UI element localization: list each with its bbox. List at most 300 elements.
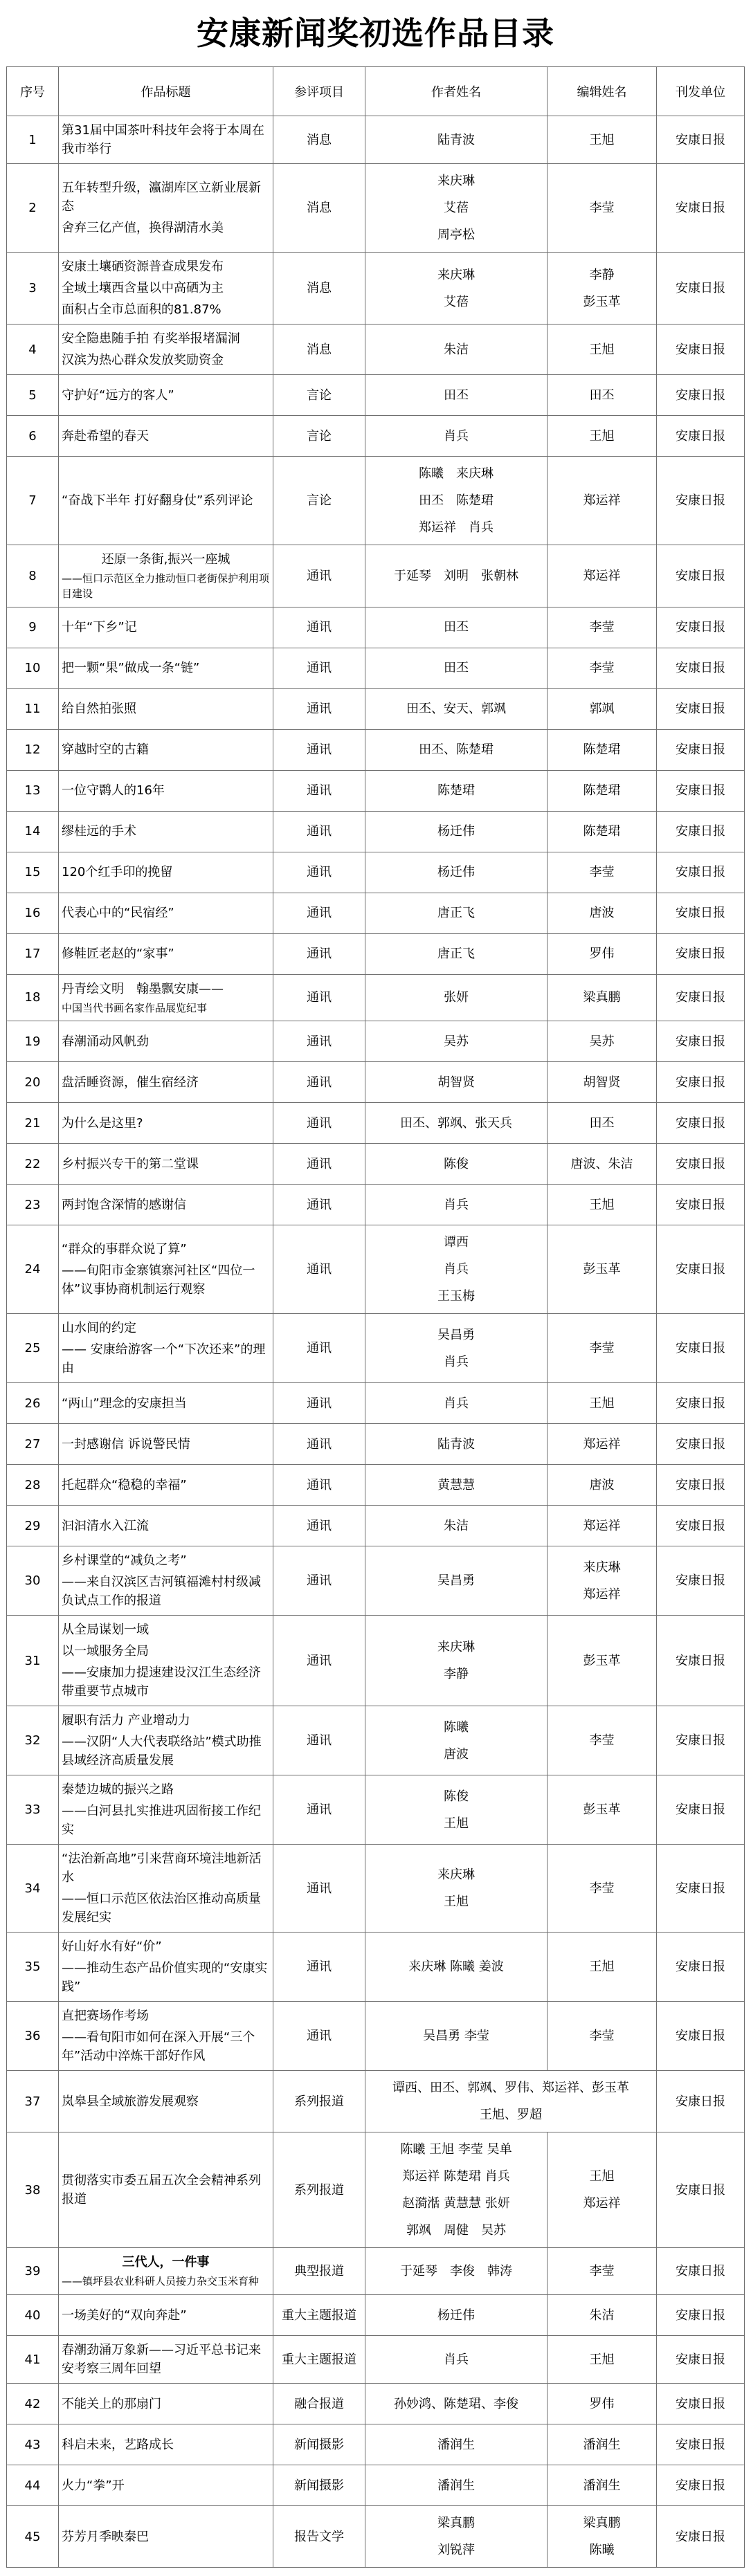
- author-names: 吴昌勇 肖兵: [365, 1314, 548, 1383]
- publisher: 安康日报: [657, 607, 745, 648]
- author-names: 陈俊: [365, 1144, 548, 1185]
- author-names: 吴苏: [365, 1021, 548, 1062]
- publisher: 安康日报: [657, 2336, 745, 2384]
- row-number: 32: [7, 1706, 59, 1775]
- work-title: 春潮涌动风帆劲: [59, 1021, 273, 1062]
- work-title: 缪桂远的手术: [59, 811, 273, 852]
- editor-names: 来庆琳 郑运祥: [548, 1546, 657, 1616]
- row-number: 37: [7, 2071, 59, 2132]
- entry-category: 通讯: [273, 1706, 365, 1775]
- author-names: 陆青波: [365, 1424, 548, 1465]
- publisher: 安康日报: [657, 1062, 745, 1103]
- publisher: 安康日报: [657, 729, 745, 770]
- work-title: 还原一条街,振兴一座城 ——恒口示范区全力推动恒口老街保护利用项目建设: [59, 545, 273, 608]
- editor-names: 陈楚珺: [548, 729, 657, 770]
- row-number: 34: [7, 1845, 59, 1933]
- table-row: [7, 2506, 745, 2568]
- row-number: 31: [7, 1616, 59, 1706]
- publisher: 安康日报: [657, 545, 745, 608]
- table-row: [7, 2295, 745, 2336]
- row-number: 24: [7, 1225, 59, 1314]
- table-row: [7, 852, 745, 893]
- work-title: 五年转型升级，瀛湖库区立新业展新态 舍弃三亿产值，换得湖清水美: [59, 164, 273, 253]
- author-names: 朱洁: [365, 1506, 548, 1546]
- table-row: [7, 1383, 745, 1424]
- table-row: [7, 2465, 745, 2506]
- publisher: 安康日报: [657, 2248, 745, 2295]
- work-title: “群众的事群众说了算” ——旬阳市金寨镇寨河社区“四位一体”议事协商机制运行观察: [59, 1225, 273, 1314]
- entry-category: 言论: [273, 457, 365, 545]
- entry-category: 报告文学: [273, 2506, 365, 2568]
- publisher: 安康日报: [657, 116, 745, 164]
- author-names: 杨迁伟: [365, 2295, 548, 2336]
- row-number: 30: [7, 1546, 59, 1616]
- author-names: 陈曦 王旭 李莹 吴单 郑运祥 陈楚珺 肖兵 赵漪湉 黄慧慧 张妍 郭飒 周健 吴苏: [365, 2132, 548, 2248]
- work-title: 贯彻落实市委五届五次全会精神系列报道: [59, 2132, 273, 2248]
- table-row: [7, 2002, 745, 2071]
- entry-category: 通讯: [273, 933, 365, 974]
- work-title: 穿越时空的古籍: [59, 729, 273, 770]
- work-title: 履职有活力 产业增动力 ——汉阴“人大代表联络站”模式助推县域经济高质量发展: [59, 1706, 273, 1775]
- editor-names: 梁真鹏: [548, 974, 657, 1021]
- publisher: 安康日报: [657, 1314, 745, 1383]
- works-table: [6, 66, 745, 2568]
- row-number: 26: [7, 1383, 59, 1424]
- editor-names: 彭玉革: [548, 1616, 657, 1706]
- editor-names: 田丕: [548, 375, 657, 416]
- header-no: 序号: [7, 67, 59, 116]
- author-names: 来庆琳 王旭: [365, 1845, 548, 1933]
- author-names: 唐正飞: [365, 893, 548, 933]
- row-number: 15: [7, 852, 59, 893]
- work-title: 两封饱含深情的感谢信: [59, 1185, 273, 1225]
- work-title: 托起群众“稳稳的幸福”: [59, 1465, 273, 1506]
- entry-category: 通讯: [273, 1845, 365, 1933]
- editor-names: 李莹: [548, 1845, 657, 1933]
- entry-category: 消息: [273, 253, 365, 325]
- row-number: 2: [7, 164, 59, 253]
- entry-category: 系列报道: [273, 2071, 365, 2132]
- row-number: 41: [7, 2336, 59, 2384]
- work-title: “奋战下半年 打好翻身仗”系列评论: [59, 457, 273, 545]
- author-names: 田丕: [365, 607, 548, 648]
- editor-names: 李莹: [548, 607, 657, 648]
- editor-names: 王旭: [548, 1383, 657, 1424]
- entry-category: 通讯: [273, 1144, 365, 1185]
- publisher: 安康日报: [657, 253, 745, 325]
- author-names: 杨迁伟: [365, 811, 548, 852]
- entry-category: 通讯: [273, 1103, 365, 1144]
- publisher: 安康日报: [657, 1383, 745, 1424]
- table-row: [7, 1845, 745, 1933]
- row-number: 33: [7, 1775, 59, 1845]
- header-row: [7, 67, 745, 116]
- document-page: [0, 8, 751, 2568]
- row-number: 36: [7, 2002, 59, 2071]
- work-title: 芬芳月季映秦巴: [59, 2506, 273, 2568]
- publisher: 安康日报: [657, 648, 745, 688]
- table-row: [7, 1021, 745, 1062]
- publisher: 安康日报: [657, 1775, 745, 1845]
- row-number: 7: [7, 457, 59, 545]
- editor-names: 李莹: [548, 2002, 657, 2071]
- publisher: 安康日报: [657, 2071, 745, 2132]
- publisher: 安康日报: [657, 375, 745, 416]
- work-title: 一位守鹮人的16年: [59, 770, 273, 811]
- author-names: 张妍: [365, 974, 548, 1021]
- editor-names: 李莹: [548, 164, 657, 253]
- publisher: 安康日报: [657, 1103, 745, 1144]
- work-title: 安康土壤硒资源普查成果发布 全域土壤西含量以中高硒为主 面积占全市总面积的81.87%: [59, 253, 273, 325]
- author-names: 谭西 肖兵 王玉梅: [365, 1225, 548, 1314]
- author-names: 吴昌勇: [365, 1546, 548, 1616]
- publisher: 安康日报: [657, 933, 745, 974]
- table-row: [7, 2424, 745, 2465]
- publisher: 安康日报: [657, 325, 745, 375]
- author-names: 陈俊 王旭: [365, 1775, 548, 1845]
- table-row: [7, 1103, 745, 1144]
- row-number: 28: [7, 1465, 59, 1506]
- author-names: 肖兵: [365, 416, 548, 457]
- work-title: 火力“拳”开: [59, 2465, 273, 2506]
- work-title: 一封感谢信 诉说警民情: [59, 1424, 273, 1465]
- entry-category: 通讯: [273, 1314, 365, 1383]
- editor-names: 郑运祥: [548, 457, 657, 545]
- row-number: 6: [7, 416, 59, 457]
- editor-names: 郭飒: [548, 688, 657, 729]
- work-title: 修鞋匠老赵的“家事”: [59, 933, 273, 974]
- author-names: 来庆琳 李静: [365, 1616, 548, 1706]
- row-number: 9: [7, 607, 59, 648]
- author-names: 杨迁伟: [365, 852, 548, 893]
- row-number: 16: [7, 893, 59, 933]
- publisher: 安康日报: [657, 2295, 745, 2336]
- row-number: 23: [7, 1185, 59, 1225]
- table-row: [7, 1225, 745, 1314]
- work-title: 为什么是这里?: [59, 1103, 273, 1144]
- entry-category: 通讯: [273, 688, 365, 729]
- work-title: 直把赛场作考场 ——看旬阳市如何在深入开展“三个年”活动中淬炼干部好作风: [59, 2002, 273, 2071]
- work-title: 一场美好的“双向奔赴”: [59, 2295, 273, 2336]
- publisher: 安康日报: [657, 974, 745, 1021]
- work-title: 守护好“远方的客人”: [59, 375, 273, 416]
- row-number: 39: [7, 2248, 59, 2295]
- table-row: [7, 1144, 745, 1185]
- editor-names: 王旭: [548, 1185, 657, 1225]
- publisher: 安康日报: [657, 2465, 745, 2506]
- publisher: 安康日报: [657, 1506, 745, 1546]
- entry-category: 通讯: [273, 1546, 365, 1616]
- publisher: 安康日报: [657, 770, 745, 811]
- author-names: 田丕、陈楚珺: [365, 729, 548, 770]
- entry-category: 重大主题报道: [273, 2295, 365, 2336]
- row-number: 42: [7, 2384, 59, 2424]
- table-row: [7, 893, 745, 933]
- author-names: 黄慧慧: [365, 1465, 548, 1506]
- entry-category: 通讯: [273, 1933, 365, 2002]
- entry-category: 系列报道: [273, 2132, 365, 2248]
- work-title: “法治新高地”引来营商环境洼地新活水 ——恒口示范区依法治区推动高质量发展纪实: [59, 1845, 273, 1933]
- table-row: [7, 648, 745, 688]
- author-names: 潘润生: [365, 2424, 548, 2465]
- editor-names: 王旭: [548, 1933, 657, 2002]
- publisher: 安康日报: [657, 457, 745, 545]
- row-number: 21: [7, 1103, 59, 1144]
- editor-names: 王旭: [548, 325, 657, 375]
- entry-category: 通讯: [273, 1465, 365, 1506]
- table-row: [7, 688, 745, 729]
- table-row: [7, 1775, 745, 1845]
- editor-names: 李莹: [548, 852, 657, 893]
- editor-names: 郑运祥: [548, 1424, 657, 1465]
- table-row: [7, 2384, 745, 2424]
- work-title: 不能关上的那扇门: [59, 2384, 273, 2424]
- table-row: [7, 1062, 745, 1103]
- editor-names: 胡智贤: [548, 1062, 657, 1103]
- author-names: 田丕、郭飒、张天兵: [365, 1103, 548, 1144]
- author-names: 于延琴 李俊 韩涛: [365, 2248, 548, 2295]
- entry-category: 消息: [273, 164, 365, 253]
- row-number: 19: [7, 1021, 59, 1062]
- work-title: 春潮劲涌万象新——习近平总书记来安考察三周年回望: [59, 2336, 273, 2384]
- row-number: 22: [7, 1144, 59, 1185]
- row-number: 44: [7, 2465, 59, 2506]
- author-names: 吴昌勇 李莹: [365, 2002, 548, 2071]
- row-number: 25: [7, 1314, 59, 1383]
- work-title: 安全隐患随手拍 有奖举报堵漏洞 汉滨为热心群众发放奖励资金: [59, 325, 273, 375]
- editor-names: 郑运祥: [548, 1506, 657, 1546]
- row-number: 35: [7, 1933, 59, 2002]
- work-title: 代表心中的“民宿经”: [59, 893, 273, 933]
- table-row: [7, 2132, 745, 2248]
- row-number: 29: [7, 1506, 59, 1546]
- editor-names: 罗伟: [548, 2384, 657, 2424]
- table-row: [7, 770, 745, 811]
- publisher: 安康日报: [657, 164, 745, 253]
- entry-category: 通讯: [273, 1506, 365, 1546]
- entry-category: 通讯: [273, 607, 365, 648]
- author-names: 陆青波: [365, 116, 548, 164]
- author-names: 孙妙鸿、陈楚珺、李俊: [365, 2384, 548, 2424]
- publisher: 安康日报: [657, 1616, 745, 1706]
- entry-category: 通讯: [273, 1383, 365, 1424]
- author-names: 唐正飞: [365, 933, 548, 974]
- author-names: 肖兵: [365, 2336, 548, 2384]
- row-number: 1: [7, 116, 59, 164]
- work-title: 秦楚边城的振兴之路 ——白河县扎实推进巩固衔接工作纪实: [59, 1775, 273, 1845]
- editor-names: 唐波、朱洁: [548, 1144, 657, 1185]
- editor-names: 田丕: [548, 1103, 657, 1144]
- entry-category: 通讯: [273, 974, 365, 1021]
- row-number: 3: [7, 253, 59, 325]
- row-number: 27: [7, 1424, 59, 1465]
- work-title: 好山好水有好“价” ——推动生态产品价值实现的“安康实践”: [59, 1933, 273, 2002]
- editor-names: 陈楚珺: [548, 811, 657, 852]
- header-category: 参评项目: [273, 67, 365, 116]
- entry-category: 通讯: [273, 1062, 365, 1103]
- entry-category: 通讯: [273, 1225, 365, 1314]
- table-row: [7, 1706, 745, 1775]
- entry-category: 通讯: [273, 1021, 365, 1062]
- table-row: [7, 1616, 745, 1706]
- table-row: [7, 2248, 745, 2295]
- work-title: 科启未来，艺路成长: [59, 2424, 273, 2465]
- author-names: 来庆琳 艾蓓 周亭松: [365, 164, 548, 253]
- editor-names: 李莹: [548, 1706, 657, 1775]
- editor-names: 朱洁: [548, 2295, 657, 2336]
- row-number: 12: [7, 729, 59, 770]
- author-names: 田丕: [365, 375, 548, 416]
- author-names: 于延琴 刘明 张朝林: [365, 545, 548, 608]
- table-row: [7, 253, 745, 325]
- publisher: 安康日报: [657, 2384, 745, 2424]
- entry-category: 通讯: [273, 1424, 365, 1465]
- work-title: 第31届中国茶叶科技年会将于本周在我市举行: [59, 116, 273, 164]
- entry-category: 新闻摄影: [273, 2424, 365, 2465]
- header-publisher: 刊发单位: [657, 67, 745, 116]
- table-row: [7, 729, 745, 770]
- work-title: 120个红手印的挽留: [59, 852, 273, 893]
- table-row: [7, 1424, 745, 1465]
- entry-category: 重大主题报道: [273, 2336, 365, 2384]
- editor-names: 王旭: [548, 116, 657, 164]
- publisher: 安康日报: [657, 852, 745, 893]
- publisher: 安康日报: [657, 1465, 745, 1506]
- entry-category: 融合报道: [273, 2384, 365, 2424]
- row-number: 40: [7, 2295, 59, 2336]
- table-row: [7, 164, 745, 253]
- publisher: 安康日报: [657, 1144, 745, 1185]
- work-title: 山水间的约定 —— 安康给游客一个“下次还来”的理由: [59, 1314, 273, 1383]
- table-row: [7, 416, 745, 457]
- author-names: 谭西、田丕、郭飒、罗伟、郑运祥、彭玉革 王旭、罗超: [365, 2071, 657, 2132]
- author-names: 潘润生: [365, 2465, 548, 2506]
- row-number: 18: [7, 974, 59, 1021]
- author-names: 田丕、安天、郭飒: [365, 688, 548, 729]
- editor-names: 王旭: [548, 416, 657, 457]
- author-names: 来庆琳 陈曦 姜波: [365, 1933, 548, 2002]
- work-title: 乡村振兴专干的第二堂课: [59, 1144, 273, 1185]
- table-row: [7, 545, 745, 608]
- work-title: 十年“下乡”记: [59, 607, 273, 648]
- publisher: 安康日报: [657, 1706, 745, 1775]
- author-names: 胡智贤: [365, 1062, 548, 1103]
- editor-names: 李莹: [548, 2248, 657, 2295]
- table-row: [7, 2336, 745, 2384]
- header-authors: 作者姓名: [365, 67, 548, 116]
- editor-names: 郑运祥: [548, 545, 657, 608]
- row-number: 11: [7, 688, 59, 729]
- table-row: [7, 1933, 745, 2002]
- publisher: 安康日报: [657, 688, 745, 729]
- author-names: 田丕: [365, 648, 548, 688]
- work-title: 岚皋县全域旅游发展观察: [59, 2071, 273, 2132]
- work-title: 丹青绘文明 翰墨飘安康—— 中国当代书画名家作品展览纪事: [59, 974, 273, 1021]
- editor-names: 潘润生: [548, 2465, 657, 2506]
- editor-names: 王旭 郑运祥: [548, 2132, 657, 2248]
- entry-category: 言论: [273, 375, 365, 416]
- table-row: [7, 1314, 745, 1383]
- author-names: 梁真鹏 刘锐萍: [365, 2506, 548, 2568]
- entry-category: 通讯: [273, 2002, 365, 2071]
- table-row: [7, 933, 745, 974]
- author-names: 朱洁: [365, 325, 548, 375]
- author-names: 陈曦 唐波: [365, 1706, 548, 1775]
- row-number: 17: [7, 933, 59, 974]
- table-row: [7, 1546, 745, 1616]
- publisher: 安康日报: [657, 1225, 745, 1314]
- editor-names: 彭玉革: [548, 1225, 657, 1314]
- entry-category: 言论: [273, 416, 365, 457]
- row-number: 5: [7, 375, 59, 416]
- editor-names: 陈楚珺: [548, 770, 657, 811]
- table-row: [7, 607, 745, 648]
- author-names: 肖兵: [365, 1185, 548, 1225]
- entry-category: 通讯: [273, 770, 365, 811]
- header-title: 作品标题: [59, 67, 273, 116]
- table-row: [7, 375, 745, 416]
- row-number: 20: [7, 1062, 59, 1103]
- table-row: [7, 811, 745, 852]
- publisher: 安康日报: [657, 1933, 745, 2002]
- table-row: [7, 1506, 745, 1546]
- row-number: 8: [7, 545, 59, 608]
- work-title: 三代人，一件事 ——镇坪县农业科研人员接力杂交玉米育种: [59, 2248, 273, 2295]
- author-names: 来庆琳 艾蓓: [365, 253, 548, 325]
- header-editors: 编辑姓名: [548, 67, 657, 116]
- entry-category: 通讯: [273, 1185, 365, 1225]
- work-title: 乡村课堂的“减负之考” ——来自汉滨区吉河镇福滩村村级减负试点工作的报道: [59, 1546, 273, 1616]
- entry-category: 通讯: [273, 648, 365, 688]
- work-title: “两山”理念的安康担当: [59, 1383, 273, 1424]
- work-title: 奔赴希望的春天: [59, 416, 273, 457]
- table-row: [7, 325, 745, 375]
- editor-names: 唐波: [548, 893, 657, 933]
- editor-names: 梁真鹏 陈曦: [548, 2506, 657, 2568]
- publisher: 安康日报: [657, 1845, 745, 1933]
- entry-category: 消息: [273, 116, 365, 164]
- entry-category: 通讯: [273, 852, 365, 893]
- table-row: [7, 116, 745, 164]
- table-row: [7, 1185, 745, 1225]
- entry-category: 消息: [273, 325, 365, 375]
- editor-names: 王旭: [548, 2336, 657, 2384]
- publisher: 安康日报: [657, 893, 745, 933]
- entry-category: 通讯: [273, 811, 365, 852]
- publisher: 安康日报: [657, 2002, 745, 2071]
- editor-names: 潘润生: [548, 2424, 657, 2465]
- editor-names: 吴苏: [548, 1021, 657, 1062]
- entry-category: 通讯: [273, 1616, 365, 1706]
- editor-names: 罗伟: [548, 933, 657, 974]
- work-title: 从全局谋划一域 以一域服务全局 ——安康加力提速建设汉江生态经济带重要节点城市: [59, 1616, 273, 1706]
- work-title: 把一颗“果”做成一条“链”: [59, 648, 273, 688]
- row-number: 14: [7, 811, 59, 852]
- work-title: 给自然拍张照: [59, 688, 273, 729]
- row-number: 43: [7, 2424, 59, 2465]
- publisher: 安康日报: [657, 811, 745, 852]
- publisher: 安康日报: [657, 2506, 745, 2568]
- work-title: 盘活睡资源，催生宿经济: [59, 1062, 273, 1103]
- publisher: 安康日报: [657, 2132, 745, 2248]
- entry-category: 通讯: [273, 1775, 365, 1845]
- entry-category: 通讯: [273, 893, 365, 933]
- editor-names: 李莹: [548, 1314, 657, 1383]
- work-title: 汩汩清水入江流: [59, 1506, 273, 1546]
- table-row: [7, 2071, 745, 2132]
- entry-category: 新闻摄影: [273, 2465, 365, 2506]
- publisher: 安康日报: [657, 1185, 745, 1225]
